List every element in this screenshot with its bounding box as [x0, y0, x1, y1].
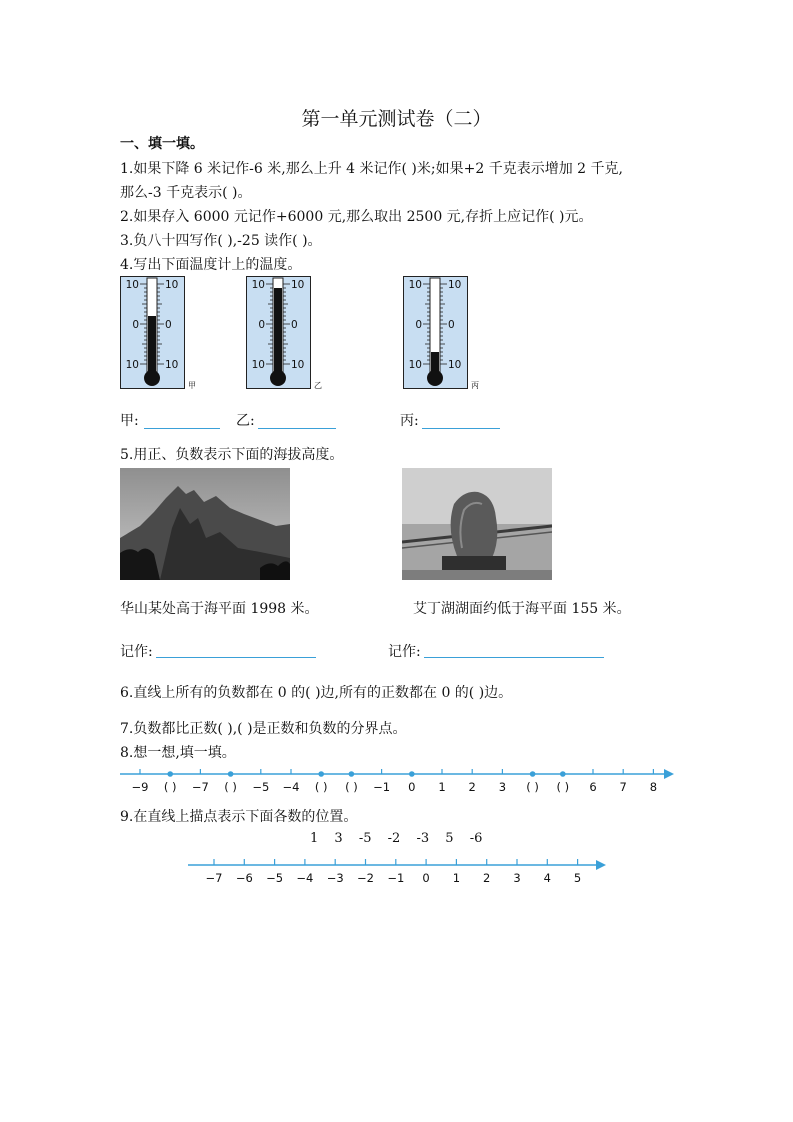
number-line-label: 3: [498, 780, 507, 794]
page-title: 第一单元测试卷（二）: [301, 108, 492, 130]
thermometer-scale-label-left: 0: [132, 319, 139, 331]
number-line-q9: [186, 856, 610, 890]
answer-line-yi[interactable]: [258, 428, 336, 429]
q9-number: 3: [334, 831, 343, 846]
thermometer-mercury: [148, 316, 156, 374]
record-line-2[interactable]: [424, 657, 604, 658]
number-line-label: 1: [438, 780, 446, 794]
number-line-label: −3: [326, 871, 344, 885]
q9-number: -5: [358, 831, 372, 846]
thermometer-scale-label-right: 10: [291, 359, 305, 371]
thermometer-scale-label-right: 10: [448, 359, 462, 371]
question-8: 8.想一想,填一填。: [120, 745, 236, 761]
q9-number: -6: [469, 831, 483, 846]
number-line-dot: [228, 771, 234, 777]
thermometer-scale-label-left: 10: [125, 359, 139, 371]
thermometer-bing: [403, 276, 483, 396]
thermometer-yi: [246, 276, 326, 396]
q9-number: 1: [310, 831, 319, 846]
thermometer-scale-label-left: 10: [251, 279, 265, 291]
question-7: 7.负数都比正数( ),( )是正数和负数的分界点。: [120, 721, 407, 737]
number-line-label: 3: [513, 871, 521, 885]
number-line-dot: [318, 771, 324, 777]
number-line-q9-ticks: [214, 859, 578, 865]
stone-monument-photo: [402, 468, 552, 580]
q9-number: -2: [387, 831, 401, 846]
number-line-label: ( ): [163, 780, 177, 794]
question-1-line-2: 那么-3 千克表示( )。: [120, 185, 252, 201]
number-line-dot: [167, 771, 173, 777]
number-line-q8: [118, 764, 678, 798]
question-2: 2.如果存入 6000 元记作+6000 元,那么取出 2500 元,存折上应记作( )元。: [120, 209, 593, 225]
number-line-dot: [530, 771, 536, 777]
thermometer-bulb: [144, 370, 160, 386]
question-4: 4.写出下面温度计上的温度。: [120, 257, 302, 273]
record-label-1: 记作:: [120, 644, 153, 660]
number-line-label: −7: [205, 871, 223, 885]
number-line-label: 6: [589, 780, 597, 794]
thermometer-name: 甲: [188, 381, 196, 390]
caption-huashan: 华山某处高于海平面 1998 米。: [120, 601, 319, 617]
number-line-label: 8: [649, 780, 658, 794]
thermometer-scale-label-left: 10: [125, 279, 139, 291]
question-9: 9.在直线上描点表示下面各数的位置。: [120, 809, 358, 825]
thermometer-scale-label-left: 0: [258, 319, 265, 331]
thermometer-bing-graphic: [403, 276, 483, 392]
thermometer-scale-label-right: 0: [165, 319, 172, 331]
number-line-label: −4: [282, 780, 300, 794]
answer-label-jia: 甲:: [120, 413, 139, 429]
number-line-label: −4: [296, 871, 314, 885]
number-line-q8-ticks: [140, 769, 653, 777]
thermometer-jia-graphic: [120, 276, 200, 392]
thermometer-scale-label-right: 10: [448, 279, 462, 291]
number-line-label: ( ): [556, 780, 570, 794]
number-line-label: ( ): [526, 780, 539, 794]
thermometer-mercury: [274, 288, 282, 374]
thermometer-yi-graphic: [246, 276, 326, 392]
number-line-label: 1: [452, 871, 461, 885]
thermometer-bulb: [427, 370, 443, 386]
question-6: 6.直线上所有的负数都在 0 的( )边,所有的正数都在 0 的( )边。: [120, 685, 513, 701]
thermometer-name: 丙: [471, 381, 479, 390]
number-line-label: −5: [252, 780, 270, 794]
mountain-photo: [120, 468, 290, 580]
question-3: 3.负八十四写作( ),-25 读作( )。: [120, 233, 322, 249]
number-line-label: 0: [422, 871, 430, 885]
answer-label-bing: 丙:: [400, 413, 419, 429]
thermometer-scale-label-left: 0: [415, 319, 422, 331]
thermometer-scale-label-right: 10: [165, 279, 179, 291]
number-line-label: 2: [483, 871, 491, 885]
section-heading: 一、填一填。: [120, 136, 204, 152]
number-line-label: −1: [387, 871, 405, 885]
number-line-label: ( ): [314, 780, 328, 794]
number-line-label: −7: [191, 780, 209, 794]
number-line-label: ( ): [345, 780, 358, 794]
number-line-label: −2: [357, 871, 374, 885]
number-line-label: 4: [543, 871, 551, 885]
record-line-1[interactable]: [156, 657, 316, 658]
answer-label-yi: 乙:: [236, 413, 255, 429]
thermometer-scale-label-right: 10: [165, 359, 179, 371]
number-line-q9-labels: [206, 871, 582, 885]
thermometer-scale-label-left: 10: [408, 279, 422, 291]
thermometer-scale-label-left: 10: [251, 359, 265, 371]
thermometer-bulb: [270, 370, 286, 386]
question-1-line-1: 1.如果下降 6 米记作-6 米,那么上升 4 米记作( )米;如果+2 千克表示增加 2 千克,: [120, 161, 623, 177]
q9-number: 5: [445, 831, 454, 846]
thermometer-name: 乙: [314, 381, 322, 390]
answer-line-jia[interactable]: [144, 428, 220, 429]
caption-aiding-lake: 艾丁湖湖面约低于海平面 155 米。: [413, 601, 631, 617]
number-line-dot: [560, 771, 566, 777]
thermometer-scale-label-right: 0: [448, 319, 455, 331]
answer-line-bing[interactable]: [422, 428, 500, 429]
thermometer-scale-label-right: 10: [291, 279, 305, 291]
number-line-label: 5: [573, 871, 582, 885]
number-line-dot: [409, 771, 415, 777]
thermometer-scale-label-left: 10: [408, 359, 422, 371]
number-line-label: 2: [468, 780, 476, 794]
number-line-label: −5: [266, 871, 284, 885]
thermometer-jia: [120, 276, 200, 396]
thermometer-scale-label-right: 0: [291, 319, 298, 331]
number-line-label: 0: [408, 780, 416, 794]
record-label-2: 记作:: [388, 644, 421, 660]
number-line-label: −1: [373, 780, 391, 794]
number-line-label: 7: [619, 780, 627, 794]
q9-number-list: [310, 831, 482, 846]
number-line-dot: [349, 771, 355, 777]
number-line-label: −6: [235, 871, 253, 885]
q9-number: -3: [416, 831, 430, 846]
number-line-label: ( ): [224, 780, 237, 794]
number-line-q8-labels: [132, 780, 658, 794]
number-line-label: −9: [131, 780, 149, 794]
question-5: 5.用正、负数表示下面的海拔高度。: [120, 447, 344, 463]
